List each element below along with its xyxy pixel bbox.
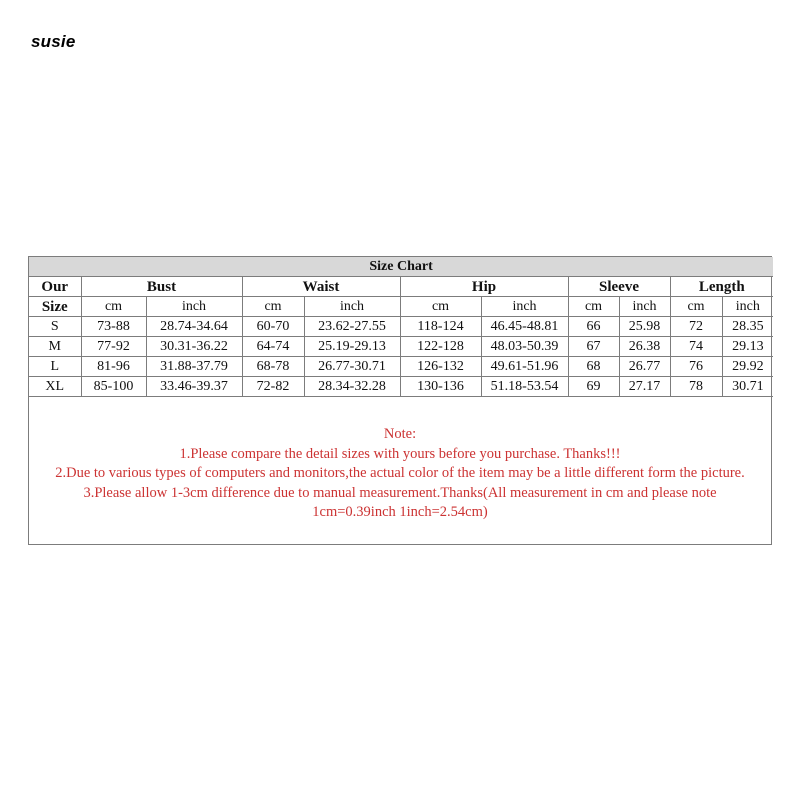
- table-cell: 51.18-53.54: [481, 377, 568, 397]
- table-cell: 25.19-29.13: [304, 337, 400, 357]
- unit-cm: cm: [670, 297, 722, 317]
- table-cell: 28.34-32.28: [304, 377, 400, 397]
- title-row: [29, 257, 773, 277]
- table-cell: 29.13: [722, 337, 773, 357]
- unit-cm: cm: [242, 297, 304, 317]
- unit-inch: inch: [619, 297, 670, 317]
- size-header-bottom: Size: [29, 297, 81, 317]
- table-cell: 76: [670, 357, 722, 377]
- table-cell: 73-88: [81, 317, 146, 337]
- table-cell: 85-100: [81, 377, 146, 397]
- header-hip: Hip: [400, 277, 568, 297]
- unit-inch: inch: [722, 297, 773, 317]
- size-label: M: [29, 337, 81, 357]
- table-cell: 67: [568, 337, 619, 357]
- table-cell: 72-82: [242, 377, 304, 397]
- table-cell: 68-78: [242, 357, 304, 377]
- table-cell: 26.77-30.71: [304, 357, 400, 377]
- table-cell: 60-70: [242, 317, 304, 337]
- table-cell: 27.17: [619, 377, 670, 397]
- header-waist: Waist: [242, 277, 400, 297]
- header-sleeve: Sleeve: [568, 277, 670, 297]
- table-cell: 74: [670, 337, 722, 357]
- size-label: XL: [29, 377, 81, 397]
- size-header-top: Our: [29, 277, 81, 297]
- table-cell: 48.03-50.39: [481, 337, 568, 357]
- table-cell: 68: [568, 357, 619, 377]
- table-cell: 29.92: [722, 357, 773, 377]
- table-cell: 49.61-51.96: [481, 357, 568, 377]
- table-cell: 72: [670, 317, 722, 337]
- table-cell: 130-136: [400, 377, 481, 397]
- table-cell: 26.77: [619, 357, 670, 377]
- note-line-2: 2.Due to various types of computers and monitors,the actual color of the item may be a little different form the picture.: [55, 465, 745, 482]
- note-line-1: 1.Please compare the detail sizes with yours before you purchase. Thanks!!!: [179, 445, 621, 462]
- unit-inch: inch: [481, 297, 568, 317]
- size-chart: [28, 256, 772, 545]
- table-cell: 30.31-36.22: [146, 337, 242, 357]
- table-cell: 81-96: [81, 357, 146, 377]
- size-chart-table: [29, 257, 773, 397]
- header-length: Length: [670, 277, 773, 297]
- unit-cm: cm: [81, 297, 146, 317]
- table-row: [29, 337, 773, 357]
- table-cell: 46.45-48.81: [481, 317, 568, 337]
- unit-row: [29, 297, 773, 317]
- table-cell: 28.35: [722, 317, 773, 337]
- chart-title: Size Chart: [29, 257, 773, 277]
- table-cell: 26.38: [619, 337, 670, 357]
- table-cell: 64-74: [242, 337, 304, 357]
- notes-section: [29, 425, 771, 523]
- table-cell: 78: [670, 377, 722, 397]
- brand-logo-text: susie: [31, 32, 76, 51]
- header-row: [29, 277, 773, 297]
- table-cell: 23.62-27.55: [304, 317, 400, 337]
- table-cell: 31.88-37.79: [146, 357, 242, 377]
- unit-cm: cm: [400, 297, 481, 317]
- table-row: [29, 317, 773, 337]
- table-cell: 126-132: [400, 357, 481, 377]
- table-cell: 69: [568, 377, 619, 397]
- note-line-3: 3.Please allow 1-3cm difference due to manual measurement.Thanks(All measurement in cm and please note: [83, 484, 717, 501]
- table-cell: 30.71: [722, 377, 773, 397]
- table-cell: 122-128: [400, 337, 481, 357]
- table-cell: 25.98: [619, 317, 670, 337]
- unit-inch: inch: [304, 297, 400, 317]
- notes-heading: Note:: [383, 426, 417, 442]
- table-cell: 33.46-39.37: [146, 377, 242, 397]
- note-line-4: 1cm=0.39inch 1inch=2.54cm): [312, 504, 488, 521]
- table-cell: 66: [568, 317, 619, 337]
- table-cell: 28.74-34.64: [146, 317, 242, 337]
- size-label: L: [29, 357, 81, 377]
- table-row: [29, 357, 773, 377]
- unit-inch: inch: [146, 297, 242, 317]
- table-cell: 77-92: [81, 337, 146, 357]
- size-label: S: [29, 317, 81, 337]
- header-bust: Bust: [81, 277, 242, 297]
- table-row: [29, 377, 773, 397]
- table-cell: 118-124: [400, 317, 481, 337]
- unit-cm: cm: [568, 297, 619, 317]
